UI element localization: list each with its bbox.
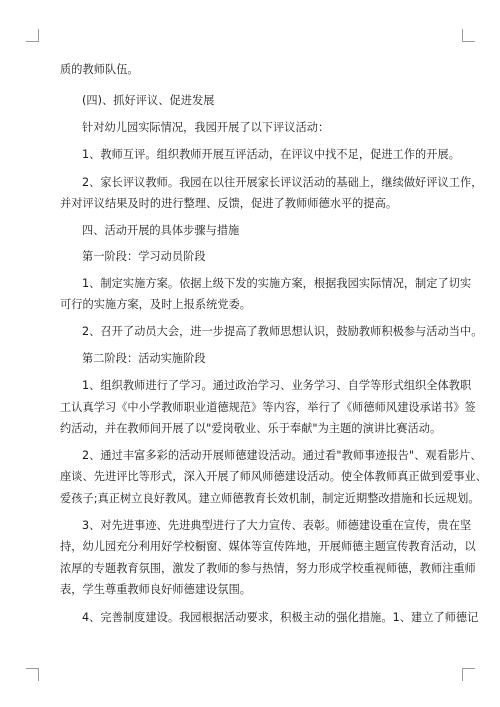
paragraph-line: 浓厚的专题教育氛围，激发了教师的参与热情，努力形成学校重视师德，教师注重师: [60, 562, 476, 575]
paragraph-line: 持，幼儿园充分利用好学校橱窗、媒体等宣传阵地，开展师德主题宣传教育活动，以: [60, 540, 476, 553]
paragraph-line: 1、教师互评。组织教师开展互评活动，在评议中找不足，促进工作的开展。: [82, 148, 461, 161]
paragraph-line: 3、对先进事迹、先进典型进行了大力宣传、表彰。师德建设重在宣传，贵在坚: [82, 519, 472, 532]
section-heading: 四、活动开展的具体步骤与措施: [82, 224, 240, 237]
paragraph-line: 爱孩子;真正树立良好教风。建立师德教育长效机制，制定近期整改措施和长远规划。: [60, 492, 480, 505]
paragraph-line: 工认真学习《中小学教师职业道德规范》等内容，举行了《师德师风建设承诺书》签: [60, 401, 476, 414]
paragraph-line: 2、通过丰富多彩的活动开展师德建设活动。通过看"教师事迹报告"、观看影片、: [82, 449, 482, 462]
paragraph-line: 质的教师队伍。: [60, 63, 139, 76]
paragraph-line: 表，学生尊重教师良好师德建设氛围。: [60, 583, 252, 596]
paragraph-line: 1、组织教师进行了学习。通过政治学习、业务学习、自学等形式组织全体教职: [82, 379, 472, 392]
crop-mark-top-left: [26, 29, 39, 42]
crop-mark-bottom-right: [462, 668, 475, 681]
paragraph-line: 可行的实施方案，及时上报系统党委。: [60, 298, 252, 311]
section-heading: (四)、抓好评议、促进发展: [82, 94, 215, 107]
paragraph-line: 约活动，并在教师间开展了以"爱岗敬业、乐于奉献"为主题的演讲比赛活动。: [60, 422, 442, 435]
paragraph-line: 并对评议结果及时的进行整理、反馈，促进了教师师德水平的提高。: [60, 197, 398, 210]
paragraph-line: 针对幼儿园实际情况，我园开展了以下评议活动：: [82, 121, 330, 134]
paragraph-line: 2、家长评议教师。我园在以往开展家长评议活动的基础上，继续做好评议工作，: [82, 176, 483, 189]
paragraph-line: 4、完善制度建设。我园根据活动要求，积极主动的强化措施。1、建立了师德记: [82, 611, 479, 624]
stage-heading: 第一阶段：学习动员阶段: [82, 250, 206, 263]
crop-mark-top-right: [462, 29, 475, 42]
stage-heading: 第二阶段：活动实施阶段: [82, 352, 206, 365]
crop-mark-bottom-left: [26, 668, 39, 681]
paragraph-line: 2、召开了动员大会，进一步提高了教师思想认识，鼓励教师积极参与活动当中。: [82, 325, 483, 338]
paragraph-line: 1、制定实施方案。依据上级下发的实施方案，根据我园实际情况，制定了切实: [82, 277, 472, 290]
paragraph-line: 座谈、先进评比等形式，深入开展了师风师德建设活动。使全体教师真正做到爱事业、: [60, 470, 488, 483]
